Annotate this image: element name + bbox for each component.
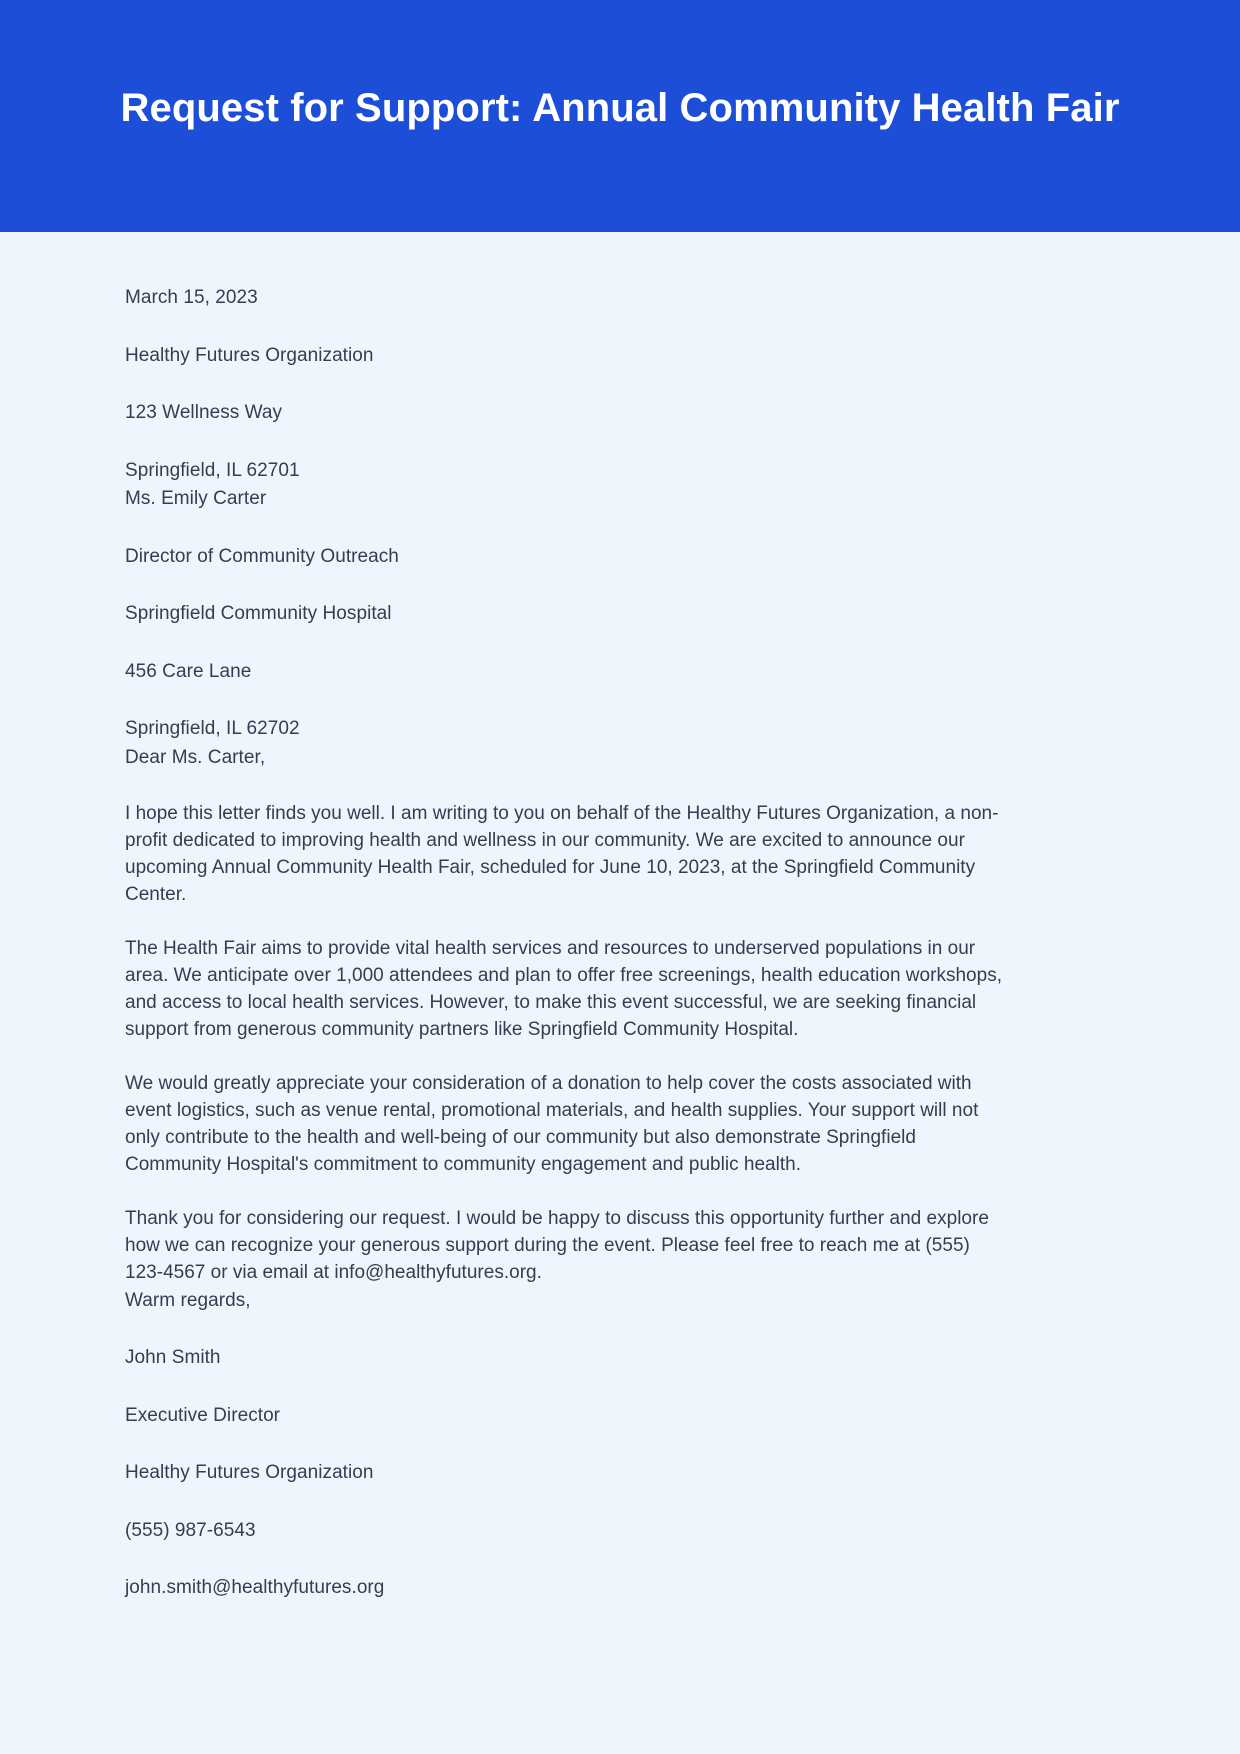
recipient-name: Ms. Emily Carter (125, 488, 267, 509)
recipient-organization: Springfield Community Hospital (125, 603, 392, 624)
recipient-city-state-zip: Springfield, IL 62702 (125, 718, 300, 739)
letter-content (0, 232, 1240, 1692)
recipient-address-block (125, 485, 1115, 744)
signer-name: John Smith (125, 1347, 221, 1369)
page-title: Request for Support: Annual Community Health Fair (120, 86, 1120, 130)
signer-title: Executive Director (125, 1404, 281, 1426)
body-paragraph: I hope this letter finds you well. I am writing to you on behalf of the Healthy Futures Organization, a non-profit dedicated to improving health and wellness in our community. We are excited to announce our upcoming Annual Community Health Fair, scheduled for June 10, 2023, at the Springfield Community Center. (125, 803, 999, 905)
sender-address-block (125, 342, 1115, 486)
body-paragraph: The Health Fair aims to provide vital health services and resources to underserved populations in our area. We anticipate over 1,000 attendees and plan to offer free screenings, health education workshops, and access to local health services. However, to make this event successful, we are seeking financial support from generous community partners like Springfield Community Hospital. (125, 937, 1003, 1040)
signer-email: john.smith@healthyfutures.org (125, 1577, 385, 1599)
letter-paragraphs (125, 801, 1115, 1287)
letter-date: March 15, 2023 (125, 287, 258, 308)
recipient-title: Director of Community Outreach (125, 545, 399, 567)
header-banner (0, 0, 1240, 232)
sender-address-line: 123 Wellness Way (125, 402, 283, 423)
signer-phone: (555) 987-6543 (125, 1519, 256, 1541)
salutation: Dear Ms. Carter, (125, 746, 266, 768)
sender-address-line: Springfield, IL 62701 (125, 459, 300, 481)
signature-block (125, 1287, 1115, 1603)
body-paragraph: Thank you for considering our request. I would be happy to discuss this opportunity further and explore how we can recognize your generous support during the event. Please feel free to reach me at (555) 123-4567 or via email at info@healthyfutures.org. (125, 1207, 989, 1283)
recipient-street: 456 Care Lane (125, 660, 252, 682)
closing-phrase: Warm regards, (125, 1289, 251, 1311)
body-paragraph: We would greatly appreciate your consideration of a donation to help cover the costs associated with event logistics, such as venue rental, promotional materials, and health supplies. Your support will not only contribute to the health and well-being of our community but also demonstrate Springfield Community Hospital's commitment to community engagement and public health. (125, 1072, 979, 1175)
sender-address-line: Healthy Futures Organization (125, 344, 374, 366)
signer-organization: Healthy Futures Organization (125, 1462, 374, 1484)
